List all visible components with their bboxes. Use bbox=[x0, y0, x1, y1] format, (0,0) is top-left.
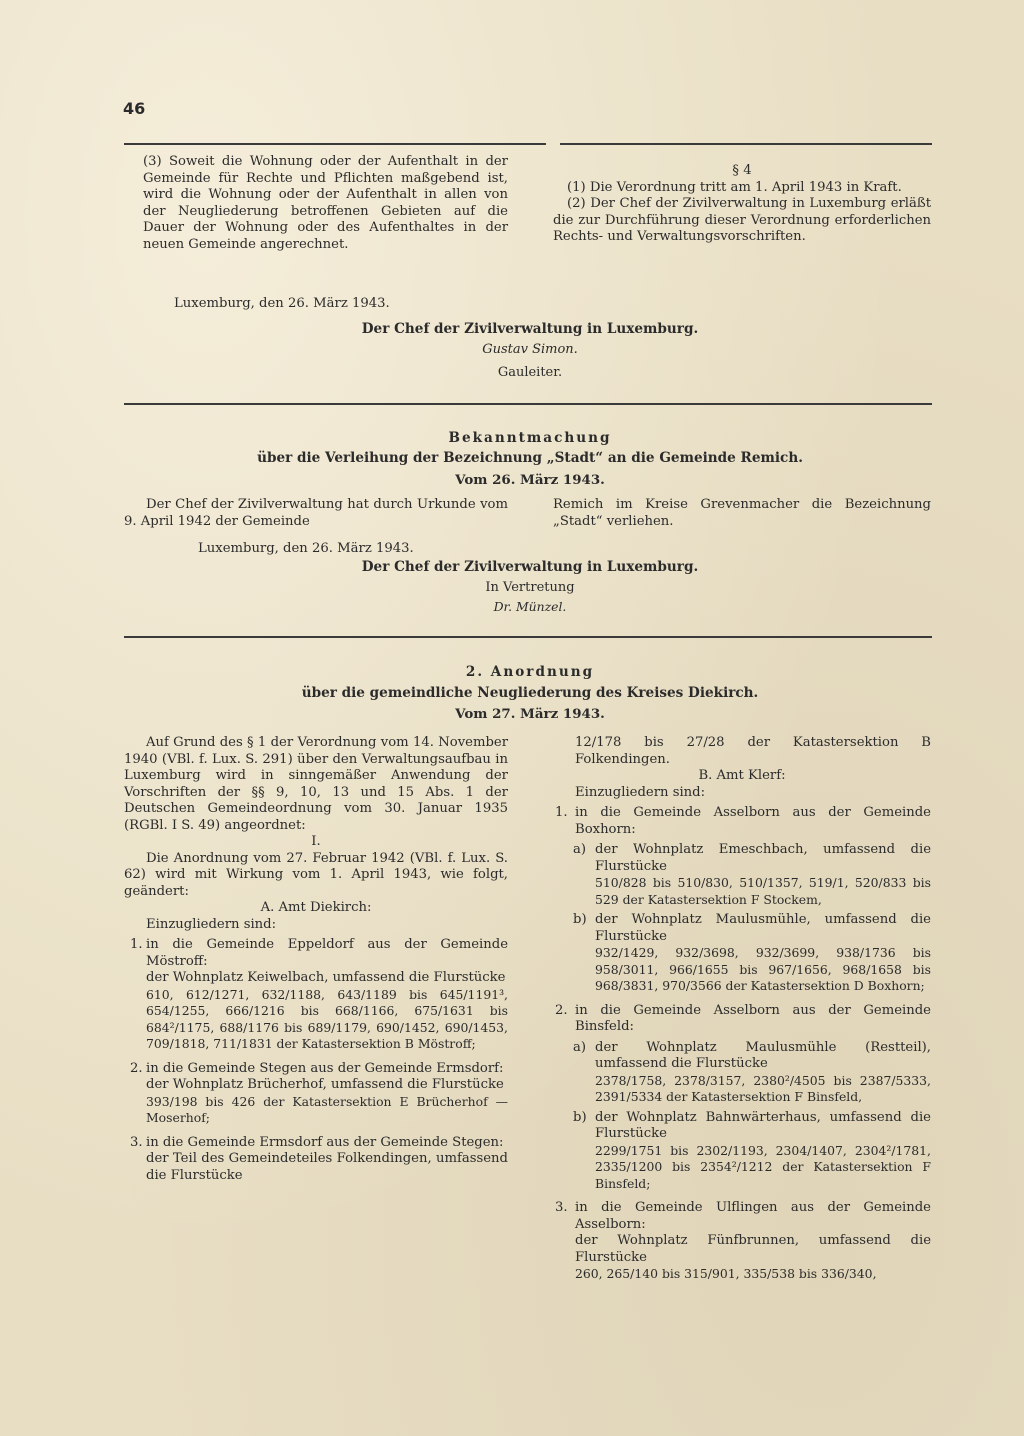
parcel-list: 510/828 bis 510/830, 510/1357, 519/1, 520/833 bis 529 der Katastersektion F Stockem, bbox=[595, 875, 931, 907]
sub-heading: der Wohnplatz Bahnwärterhaus, umfassend die Flurstücke bbox=[595, 1109, 931, 1141]
list-number: 2. bbox=[555, 1002, 568, 1018]
section2-subtitle: über die Verleihung der Bezeichnung „Stadt“ an die Gemeinde Remich. bbox=[257, 450, 803, 466]
section3-subtitle: über die gemeindliche Neugliederung des Kreises Diekirch. bbox=[301, 685, 759, 701]
amt-b-heading: B. Amt Klerf: bbox=[698, 768, 786, 783]
section2-date: Vom 26. März 1943. bbox=[455, 472, 605, 488]
sub-item-b1b bbox=[553, 912, 931, 995]
list-heading: in die Gemeinde Ermsdorf aus der Gemeinde Stegen: bbox=[146, 1134, 504, 1150]
section1-signer-name: Gustav Simon. bbox=[482, 342, 578, 357]
intro-paragraph: Auf Grund des § 1 der Verordnung vom 14. November 1940 (VBl. f. Lux. S. 291) über den Verwaltungsaufbau in Luxemburg wird in sinngemäßer Anwendung der Vorschriften der §§ 9, 10, 13 und 15 Abs. 1 der Deutschen Gemeindeordnung vom 30. Januar 1935 (RGBl. I S. 49) angeordnet: bbox=[124, 735, 508, 833]
sub-letter: b) bbox=[573, 1109, 587, 1125]
list-item-a1 bbox=[124, 937, 508, 1053]
list-body: der Wohnplatz Keiwelbach, umfassend die Flurstücke bbox=[146, 970, 506, 985]
sub-heading: der Wohnplatz Emeschbach, umfassend die Flurstücke bbox=[595, 842, 931, 874]
divider-2 bbox=[124, 636, 932, 638]
list-heading: in die Gemeinde Eppeldorf aus der Gemeinde Möstroff: bbox=[146, 937, 508, 969]
sub-letter: a) bbox=[573, 1039, 587, 1055]
clause-1: (1) Die Verordnung tritt am 1. April 1943 in Kraft. bbox=[567, 179, 902, 195]
list-body: der Wohnplatz Fünfbrunnen, umfassend die Flurstücke bbox=[575, 1233, 931, 1265]
paragraph-heading: § 4 bbox=[732, 163, 752, 178]
continued-text: 12/178 bis 27/28 der Katastersektion B Folkendingen. bbox=[575, 735, 931, 767]
section2-right-text: Remich im Kreise Grevenmacher die Bezeichnung „Stadt“ verliehen. bbox=[553, 497, 931, 529]
top-rule-left bbox=[124, 143, 546, 145]
section3-left-column bbox=[124, 735, 508, 1184]
amt-a-heading: A. Amt Diekirch: bbox=[260, 900, 372, 915]
list-number: 3. bbox=[555, 1200, 568, 1215]
sub-letter: b) bbox=[573, 912, 587, 927]
top-rule-right bbox=[560, 143, 932, 145]
section1-signer-title: Der Chef der Zivilverwaltung in Luxemburg. bbox=[361, 321, 699, 337]
sub-item-b2b bbox=[553, 1110, 931, 1193]
list-heading: in die Gemeinde Asselborn aus der Gemeinde Binsfeld: bbox=[575, 1002, 931, 1034]
list-item-b1 bbox=[553, 805, 931, 838]
page-number: 46 bbox=[123, 99, 146, 118]
parcel-list: 393/198 bis 426 der Katastersektion E Brücherhof — Moserhof; bbox=[146, 1093, 508, 1125]
section2-signer-title: Der Chef der Zivilverwaltung in Luxemburg. bbox=[361, 559, 699, 575]
roman-heading: I. bbox=[311, 834, 321, 849]
section2-signer-deputy: In Vertretung bbox=[485, 580, 575, 595]
section3-date: Vom 27. März 1943. bbox=[455, 706, 605, 722]
einzugliedern-b: Einzugliedern sind: bbox=[575, 784, 706, 800]
parcel-list: 2299/1751 bis 2302/1193, 2304/1407, 2304²/1781, 2335/1200 bis 2354²/1212 der Katastersektion F Binsfeld; bbox=[595, 1142, 931, 1191]
sub-heading: der Wohnplatz Maulusmühle, umfassend die Flurstücke bbox=[595, 912, 931, 944]
list-number: 1. bbox=[130, 937, 143, 952]
list-item-a3 bbox=[124, 1135, 508, 1185]
section1-left-column bbox=[143, 154, 508, 253]
list-body: der Teil des Gemeindeteiles Folkendingen, umfassend die Flurstücke bbox=[146, 1151, 508, 1183]
section2-place-date: Luxemburg, den 26. März 1943. bbox=[198, 541, 414, 556]
parcel-list: 2378/1758, 2378/3157, 2380²/4505 bis 2387/5333, 2391/5334 der Katastersektion F Binsfeld, bbox=[595, 1072, 931, 1104]
list-number: 2. bbox=[130, 1060, 143, 1076]
section2-left-text: Der Chef der Zivilverwaltung hat durch Urkunde vom 9. April 1942 der Gemeinde bbox=[124, 497, 508, 529]
divider-1 bbox=[124, 403, 932, 405]
list-number: 1. bbox=[555, 805, 568, 820]
list-item-b2 bbox=[553, 1003, 931, 1036]
list-item-b3 bbox=[553, 1200, 931, 1283]
section2-title: Bekanntmachung bbox=[448, 430, 612, 446]
section3-title: 2. Anordnung bbox=[465, 664, 595, 680]
section1-right-column bbox=[553, 163, 931, 246]
sub-letter: a) bbox=[573, 842, 587, 857]
section2-signer-name: Dr. Münzel. bbox=[493, 599, 567, 614]
list-heading: in die Gemeinde Ulflingen aus der Gemeinde Asselborn: bbox=[575, 1200, 931, 1232]
parcel-list: 932/1429, 932/3698, 932/3699, 938/1736 bis 958/3011, 966/1655 bis 967/1656, 968/1658 bis 968/3831, 970/3566 der Katastersektion D Boxhorn; bbox=[595, 945, 931, 993]
list-body: der Wohnplatz Brücherhof, umfassend die Flurstücke bbox=[146, 1077, 504, 1092]
section3-right-column bbox=[553, 735, 931, 1283]
list-item-a2 bbox=[124, 1061, 508, 1127]
einzugliedern-a: Einzugliedern sind: bbox=[146, 916, 277, 932]
sub-item-b2a bbox=[553, 1040, 931, 1106]
parcel-list: 610, 612/1271, 632/1188, 643/1189 bis 645/1191³, 654/1255, 666/1216 bis 668/1166, 675/1631 bis 684²/1175, 688/1176 bis 689/1179, 690/1452, 690/1453, 709/1818, 711/1831 der Katastersektion B Möstroff; bbox=[146, 986, 508, 1051]
list-heading: in die Gemeinde Asselborn aus der Gemeinde Boxhorn: bbox=[575, 805, 931, 837]
list-number: 3. bbox=[130, 1134, 143, 1150]
parcel-list: 260, 265/140 bis 315/901, 335/538 bis 336/340, bbox=[575, 1266, 877, 1281]
clause-2: (2) Der Chef der Zivilverwaltung in Luxemburg erläßt die zur Durchführung dieser Verordnung erforderlichen Rechts- und Verwaltungsvorschriften. bbox=[553, 196, 931, 244]
list-heading: in die Gemeinde Stegen aus der Gemeinde Ermsdorf: bbox=[146, 1060, 504, 1076]
sub-heading: der Wohnplatz Maulusmühle (Restteil), umfassend die Flurstücke bbox=[595, 1039, 931, 1071]
sub-item-b1a bbox=[553, 842, 931, 908]
section1-place-date: Luxemburg, den 26. März 1943. bbox=[174, 296, 390, 311]
amendment-paragraph: Die Anordnung vom 27. Februar 1942 (VBl. f. Lux. S. 62) wird mit Wirkung vom 1. April 1943, wie folgt, geändert: bbox=[124, 850, 508, 899]
section1-signer-rank: Gauleiter. bbox=[497, 365, 563, 380]
paragraph-3: (3) Soweit die Wohnung oder der Aufenthalt in der Gemeinde für Rechte und Pflichten maßgebend ist, wird die Wohnung oder der Aufenthalt in allen von der Neugliederung betroffenen Gebieten auf die Dauer der Wohnung oder des Aufenthaltes in der neuen Gemeinde angerechnet. bbox=[143, 154, 508, 252]
